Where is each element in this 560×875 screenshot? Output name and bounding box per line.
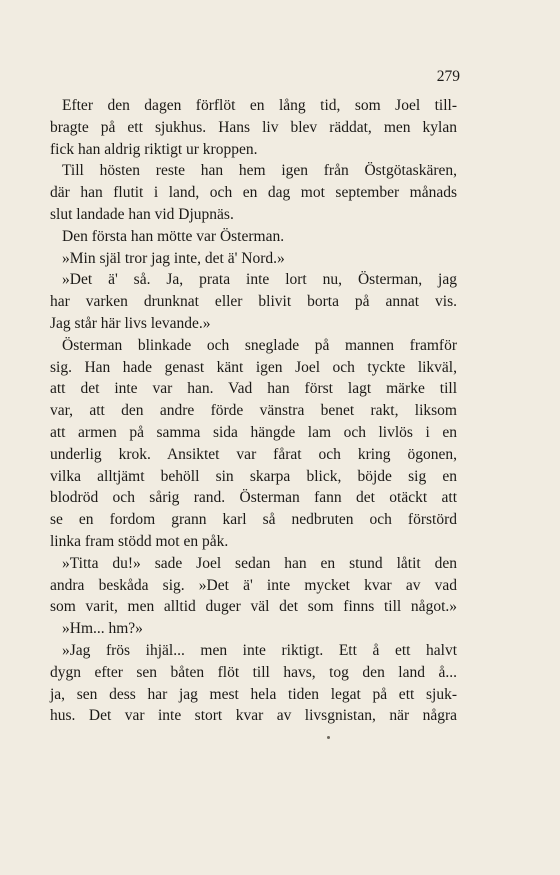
text-line: har varken drunknat eller blivit borta på annat vis. xyxy=(50,293,457,311)
page-text xyxy=(50,95,457,727)
text-line: »Min själ tror jag inte, det ä' Nord.» xyxy=(62,249,285,267)
text-line: »Titta du!» sade Joel sedan han en stund låtit den xyxy=(62,554,457,572)
text-line: var, att den andre förde vänstra benet rakt, liksom xyxy=(50,402,457,420)
text-line: Österman blinkade och sneglade på mannen framför xyxy=(62,336,457,354)
text-line: ja, sen dess har jag mest hela tiden legat på ett sjuk- xyxy=(50,685,457,703)
ink-speck xyxy=(327,736,330,739)
text-line: Den första han mötte var Österman. xyxy=(62,227,285,245)
text-line: att armen på samma sida hängde lam och livlös i en xyxy=(50,423,457,441)
text-line: linka fram stödd mot en påk. xyxy=(50,532,229,550)
text-line: fick han aldrig riktigt ur kroppen. xyxy=(50,140,258,158)
text-line: »Jag frös ihjäl... men inte riktigt. Ett å ett halvt xyxy=(62,641,457,659)
text-line: dygn efter sen båten flöt till havs, tog den land å... xyxy=(50,663,457,681)
text-line: sig. Han hade genast känt igen Joel och tyckte likväl, xyxy=(50,358,457,376)
text-line: att det inte var han. Vad han först lagt märke till xyxy=(50,380,457,398)
text-line: blodröd och sårig rand. Österman fann det otäckt att xyxy=(50,489,457,507)
text-line: »Det ä' så. Ja, prata inte lort nu, Österman, jag xyxy=(62,271,457,289)
text-line: Jag står här livs levande.» xyxy=(50,314,211,332)
text-line: underlig krok. Ansiktet var fårat och kring ögonen, xyxy=(50,445,457,463)
text-line: hus. Det var inte stort kvar av livsgnistan, när några xyxy=(50,707,457,725)
page-number: 279 xyxy=(436,68,460,85)
text-line: Efter den dagen förflöt en lång tid, som Joel till- xyxy=(62,97,457,114)
text-line: slut landade han vid Djupnäs. xyxy=(50,205,234,223)
text-line: där han flutit i land, och en dag mot september månads xyxy=(50,184,457,202)
text-line: som varit, men alltid duger väl det som finns till något.» xyxy=(50,598,457,616)
text-line: »Hm... hm?» xyxy=(62,620,143,638)
text-line: se en fordom grann karl så nedbruten och förstörd xyxy=(50,511,457,529)
text-line: vilka alltjämt behöll sin skarpa blick, böjde sig en xyxy=(50,467,457,485)
text-line: andra beskåda sig. »Det ä' inte mycket kvar av vad xyxy=(50,576,457,594)
text-line: bragte på ett sjukhus. Hans liv blev räddat, men kylan xyxy=(50,118,457,136)
text-line: Till hösten reste han hem igen från Östgötaskären, xyxy=(62,162,457,180)
